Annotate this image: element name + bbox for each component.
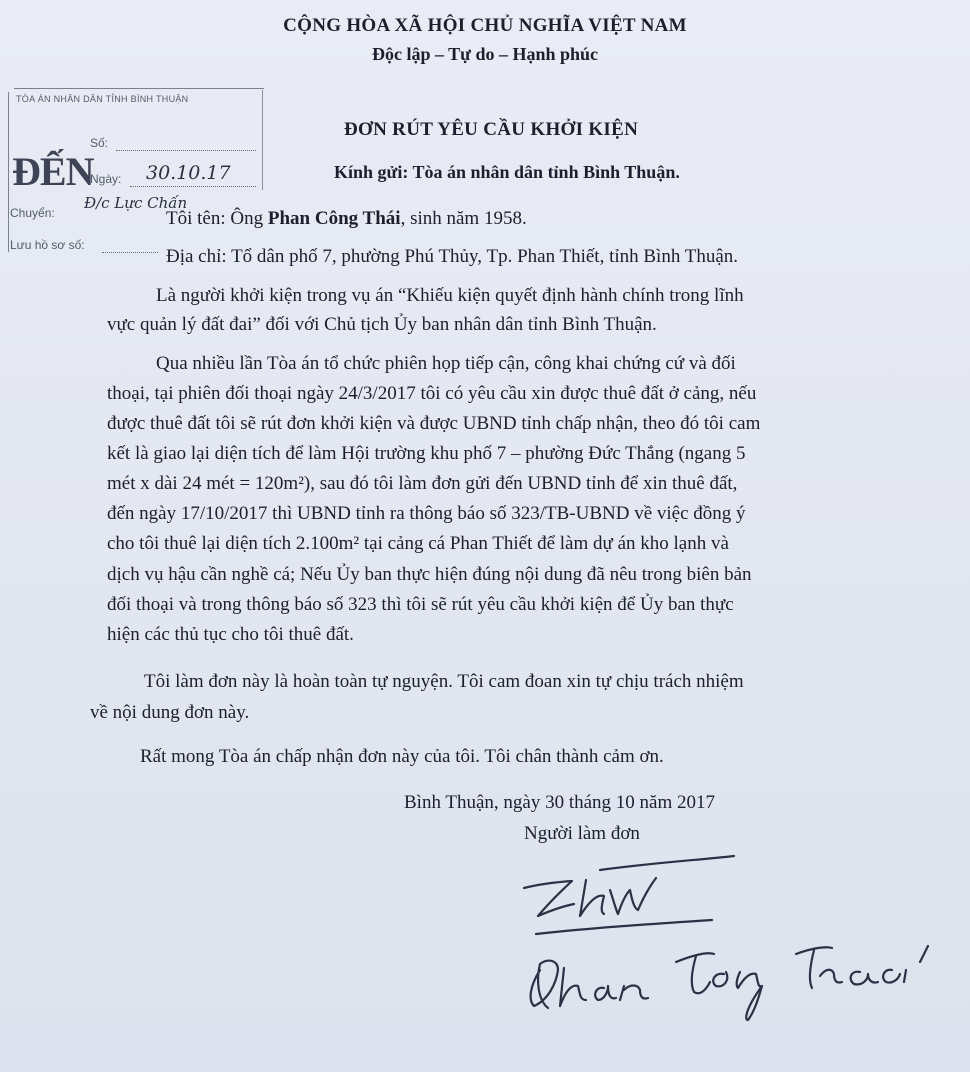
stamp-date-handwritten: 30.10.17 bbox=[146, 162, 231, 184]
paragraph-line: được thuê đất tôi sẽ rút đơn khởi kiện và được UBND tỉnh chấp nhận, theo đó tôi cam bbox=[107, 413, 761, 434]
signature-stroke bbox=[620, 986, 648, 1001]
paragraph-line: Qua nhiều lần Tòa án tổ chức phiên họp tiếp cận, công khai chứng cứ và đối bbox=[156, 353, 736, 374]
stamp-dotted-line bbox=[102, 252, 158, 253]
paragraph-line: Là người khởi kiện trong vụ án “Khiếu kiện quyết định hành chính trong lĩnh bbox=[156, 285, 744, 306]
signature-stroke bbox=[713, 972, 727, 986]
signature-stroke bbox=[600, 856, 734, 870]
recipient: Kính gửi: Tòa án nhân dân tỉnh Bình Thuận. bbox=[334, 162, 680, 182]
paragraph-line: thoại, tại phiên đối thoại ngày 24/3/2017 tôi có yêu cầu xin được thuê đất ở cảng, nếu bbox=[107, 383, 757, 404]
place-date: Bình Thuận, ngày 30 tháng 10 năm 2017 bbox=[404, 792, 716, 813]
stamp-chuyen-label: Chuyển: bbox=[10, 206, 55, 220]
paragraph-line: Tôi làm đơn này là hoàn toàn tự nguyện. Tôi cam đoan xin tự chịu trách nhiệm bbox=[144, 671, 744, 692]
country-name: CỘNG HÒA XÃ HỘI CHỦ NGHĨA VIỆT NAM bbox=[283, 15, 687, 36]
motto: Độc lập – Tự do – Hạnh phúc bbox=[371, 44, 599, 64]
document-title: ĐƠN RÚT YÊU CẦU KHỞI KIỆN bbox=[344, 119, 639, 140]
paragraph-line: đối thoại và trong thông báo số 323 thì tôi sẽ rút yêu cầu khởi kiện để Ủy ban thực bbox=[107, 594, 734, 615]
stamp-org: TÒA ÁN NHÂN DÂN TỈNH BÌNH THUẬN bbox=[16, 94, 189, 104]
stamp-luu-label: Lưu hồ sơ số: bbox=[10, 238, 85, 252]
signature-stroke bbox=[580, 880, 604, 916]
name-suffix: , sinh năm 1958. bbox=[400, 208, 527, 229]
signature-stroke bbox=[560, 968, 586, 1006]
signature-stroke bbox=[796, 947, 832, 988]
stamp-border bbox=[8, 92, 9, 252]
handwritten-signature bbox=[500, 850, 940, 1050]
stamp-border bbox=[262, 90, 263, 190]
stamp-border bbox=[14, 88, 264, 89]
stamp-ngay-label: Ngày: bbox=[90, 172, 122, 186]
signature-stroke bbox=[883, 970, 906, 983]
paragraph-line: dịch vụ hậu cần nghề cá; Nếu Ủy ban thực hiện đúng nội dung đã nêu trong biên bản bbox=[107, 564, 752, 585]
paragraph-line: hiện các thủ tục cho tôi thuê đất. bbox=[107, 624, 354, 645]
signature-stroke bbox=[524, 881, 574, 916]
paragraph-line: vực quản lý đất đai” đối với Chủ tịch Ủy ban nhân dân tỉnh Bình Thuận. bbox=[107, 314, 657, 335]
signature-stroke bbox=[920, 946, 928, 962]
signature-stroke bbox=[531, 961, 558, 1008]
paragraph-line: đến ngày 17/10/2017 thì UBND tỉnh ra thông báo số 323/TB-UBND về việc đồng ý bbox=[107, 503, 746, 524]
paragraph-line: về nội dung đơn này. bbox=[90, 702, 250, 723]
signature-stroke bbox=[676, 953, 714, 993]
stamp-dotted-line bbox=[116, 150, 256, 151]
signature-stroke bbox=[737, 972, 762, 1020]
stamp-transfer-handwritten: Đ/c Lực Chấn bbox=[84, 194, 188, 212]
signature-stroke bbox=[595, 986, 616, 1000]
address: Địa chỉ: Tổ dân phố 7, phường Phú Thủy, Tp. Phan Thiết, tỉnh Bình Thuận. bbox=[166, 246, 739, 267]
signer-label: Người làm đơn bbox=[524, 823, 640, 844]
name-prefix: Tôi tên: Ông bbox=[166, 208, 268, 229]
signature-stroke bbox=[851, 972, 878, 985]
stamp-den: ĐẾN bbox=[12, 149, 94, 194]
paragraph-line: kết là giao lại diện tích để làm Hội trường khu phố 7 – phường Đức Thắng (ngang 5 bbox=[107, 443, 746, 464]
signature-stroke bbox=[820, 970, 842, 983]
received-stamp bbox=[4, 88, 266, 263]
applicant-line bbox=[166, 207, 527, 231]
closing-line: Rất mong Tòa án chấp nhận đơn này của tôi. Tôi chân thành cảm ơn. bbox=[140, 746, 664, 767]
stamp-dotted-line bbox=[130, 186, 256, 187]
paragraph-line: mét x dài 24 mét = 120m²), sau đó tôi làm đơn gửi đến UBND tỉnh để xin thuê đất, bbox=[107, 473, 738, 494]
paragraph-line: cho tôi thuê lại diện tích 2.100m² tại cảng cá Phan Thiết để làm dự án kho lạnh và bbox=[107, 533, 729, 554]
stamp-so-label: Số: bbox=[90, 136, 109, 150]
signature-stroke bbox=[610, 878, 656, 914]
applicant-name: Phan Công Thái bbox=[267, 208, 401, 229]
signature-stroke bbox=[536, 920, 712, 934]
